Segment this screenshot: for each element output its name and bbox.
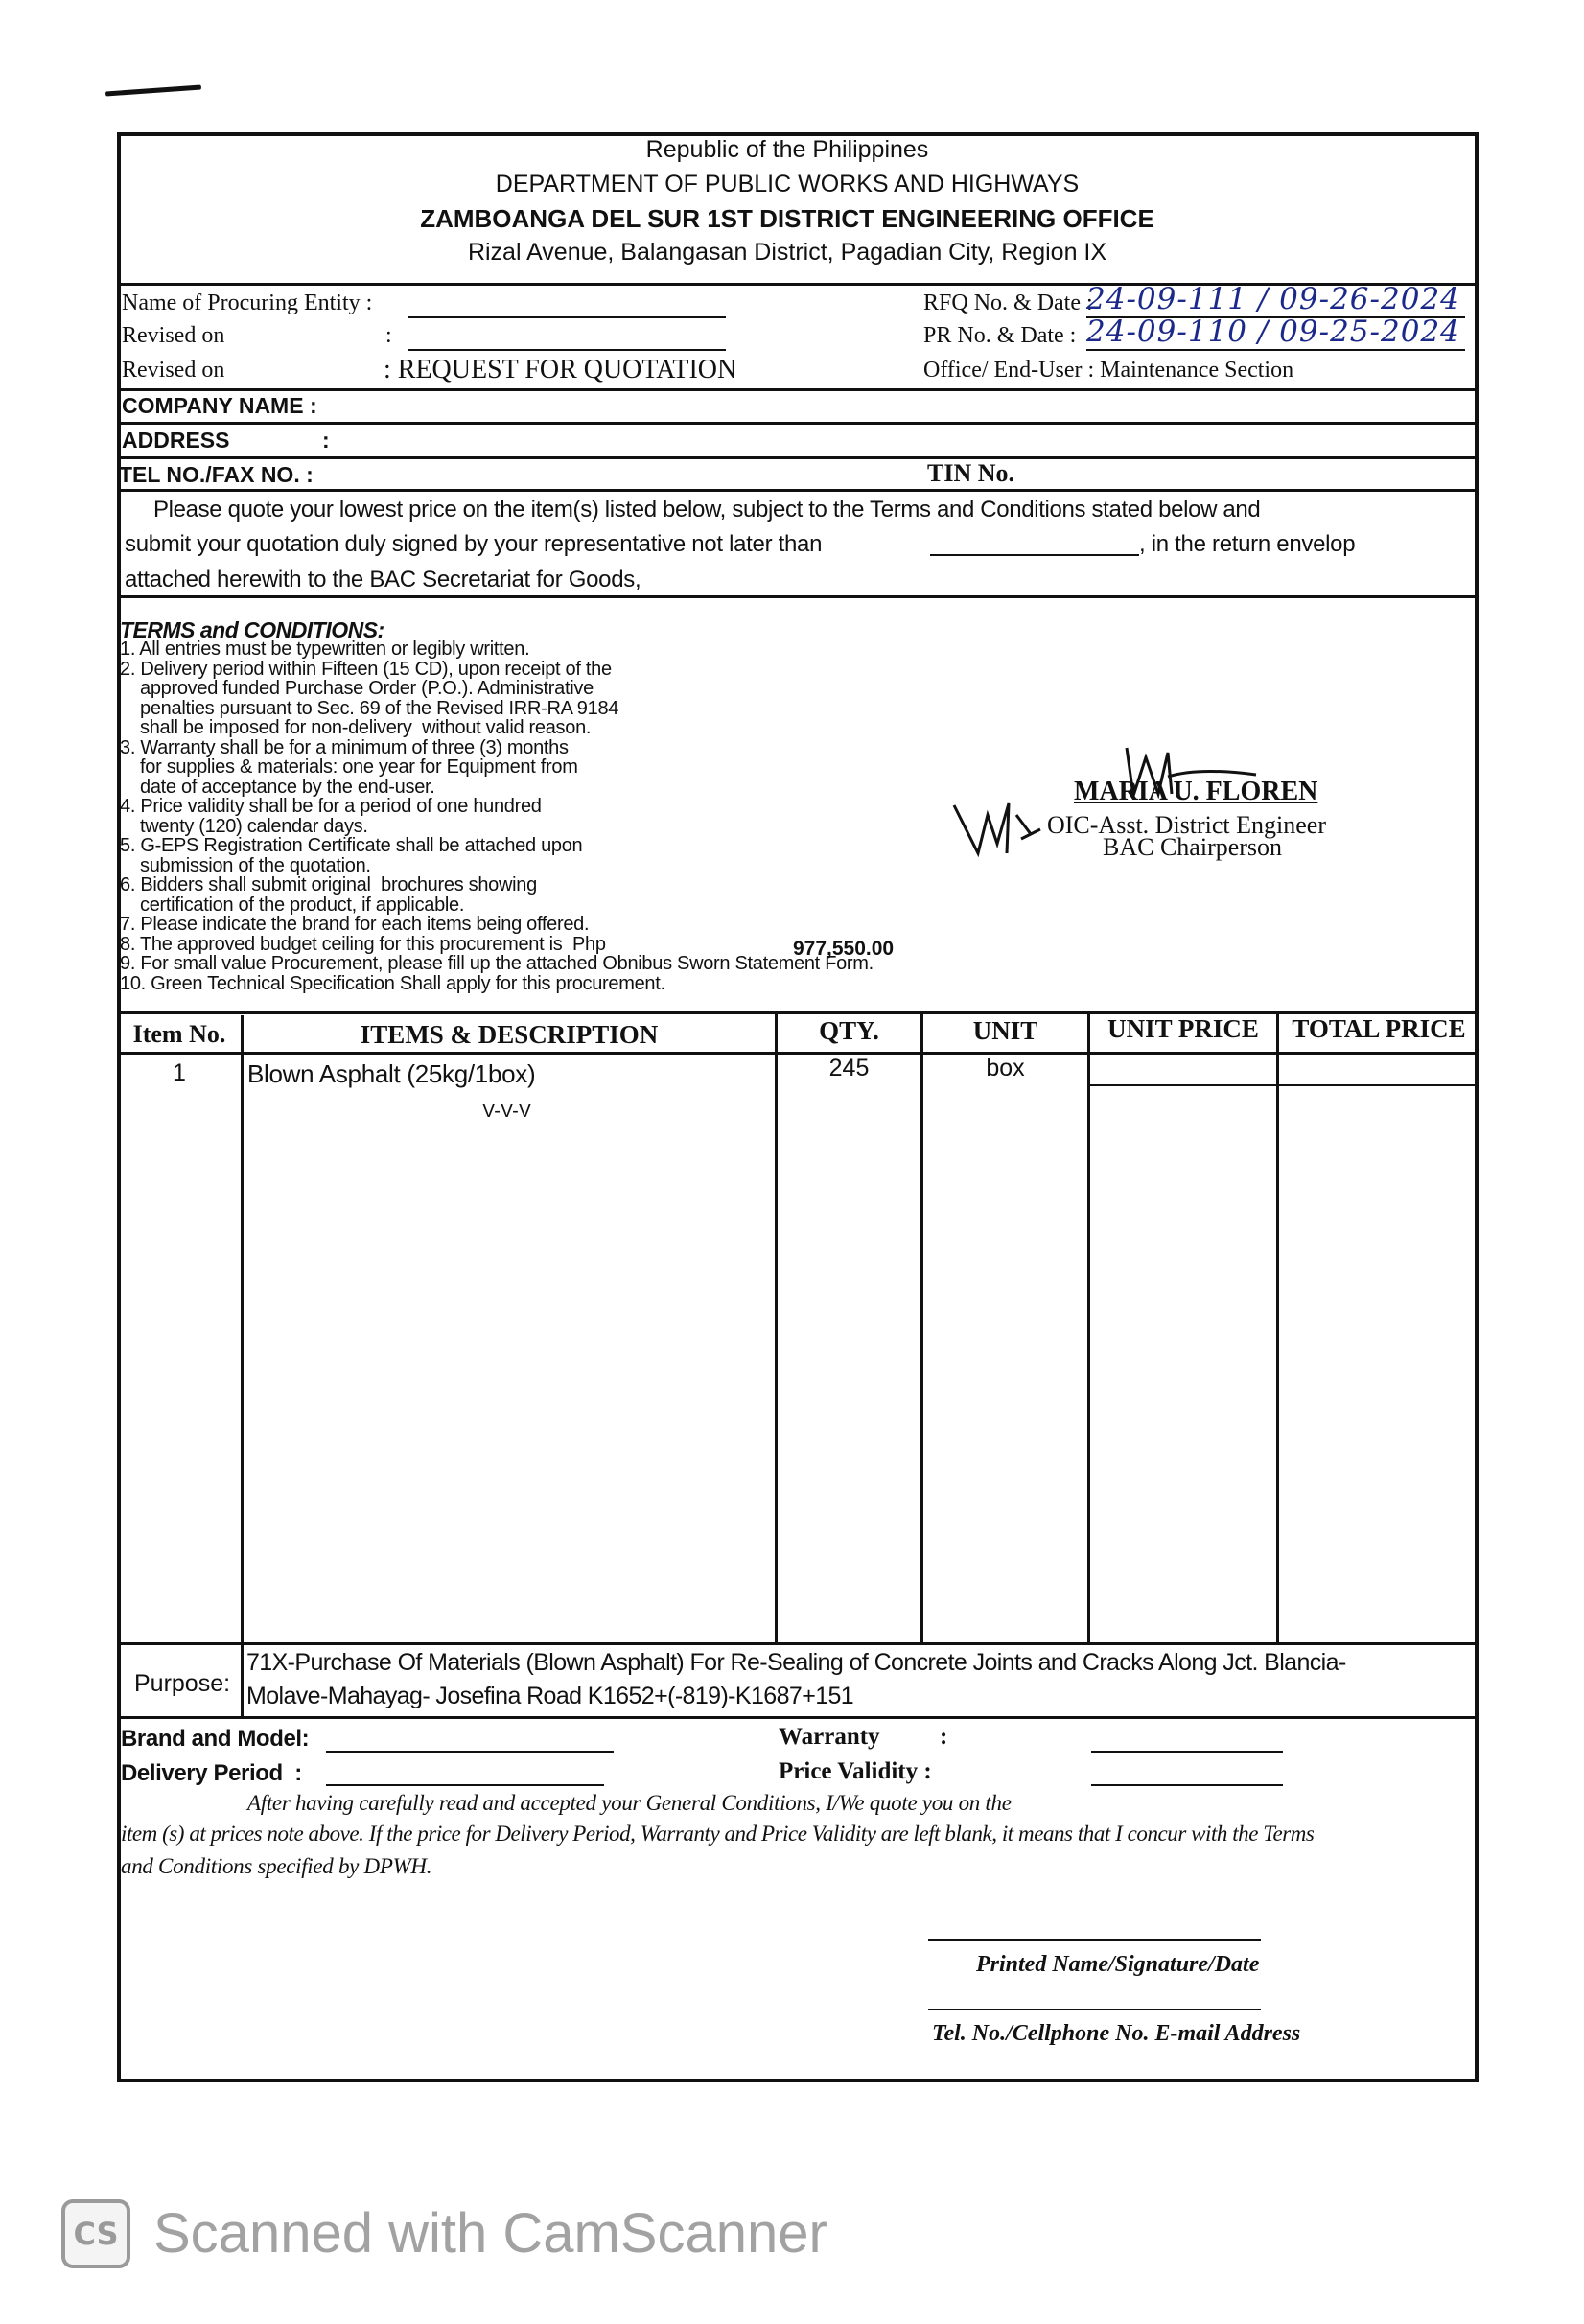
instructions-line-3: attached herewith to the BAC Secretariat for Goods, <box>125 567 641 593</box>
term-line: 4. Price validity shall be for a period of one hundred <box>120 796 542 817</box>
revised-on-colon: : <box>385 323 392 348</box>
divider <box>117 456 1479 459</box>
col-divider <box>1087 1011 1090 1644</box>
term-line: 1. All entries must be typewritten or legibly written. <box>120 639 530 660</box>
warranty-label: Warranty <box>779 1724 880 1750</box>
printed-name-signature-line[interactable] <box>928 1939 1261 1941</box>
header-republic: Republic of the Philippines <box>645 136 929 163</box>
divider <box>117 1642 1479 1645</box>
row-description: Blown Asphalt (25kg/1box) <box>247 1059 536 1088</box>
col-divider <box>241 1015 244 1644</box>
term-line: certification of the product, if applicable. <box>120 894 465 916</box>
term-line: twenty (120) calendar days. <box>120 815 368 837</box>
col-divider <box>920 1011 923 1644</box>
pr-underline <box>1086 349 1465 351</box>
term-line: shall be imposed for non-delivery without valid reason. <box>120 717 592 738</box>
price-row-line <box>1087 1084 1479 1086</box>
term-line: 6. Bidders shall submit original brochures showing <box>120 874 537 895</box>
header-office: ZAMBOANGA DEL SUR 1ST DISTRICT ENGINEERING OFFICE <box>420 204 1154 233</box>
row-qty: 245 <box>828 1055 870 1081</box>
procuring-entity-field[interactable] <box>408 316 726 318</box>
delivery-period-label: Delivery Period : <box>121 1760 302 1786</box>
th-qty: QTY. <box>819 1016 879 1045</box>
header-address: Rizal Avenue, Balangasan District, Pagadian City, Region IX <box>467 239 1107 266</box>
term-line: 7. Please indicate the brand for each items being offered. <box>120 914 590 935</box>
tin-label: TIN No. <box>927 459 1015 487</box>
statement-line-3: and Conditions specified by DPWH. <box>121 1854 432 1878</box>
th-unit-price: UNIT PRICE <box>1107 1014 1259 1043</box>
revised-on-field[interactable] <box>408 349 726 351</box>
term-line: 9. For small value Procurement, please fill up the attached Obnibus Sworn Statement Form. <box>120 953 874 974</box>
term-line: 8. The approved budget ceiling for this procurement is Php <box>120 933 606 955</box>
th-description: ITEMS & DESCRIPTION <box>360 1020 659 1049</box>
purpose-label: Purpose: <box>134 1670 231 1697</box>
row-unit-price[interactable] <box>1090 1055 1276 1083</box>
row-unit: box <box>986 1055 1025 1081</box>
th-unit: UNIT <box>972 1016 1038 1045</box>
company-name-label: COMPANY NAME : <box>122 393 317 418</box>
divider <box>117 595 1479 598</box>
term-line: approved funded Purchase Order (P.O.). Administrative <box>120 678 594 699</box>
term-line: 3. Warranty shall be for a minimum of three (3) months <box>120 736 569 758</box>
tel-fax-label: TEL NO./FAX NO. : <box>119 462 314 487</box>
office-end-user: Office/ End-User : Maintenance Section <box>923 358 1294 383</box>
revised-on-label-2: Revised on <box>122 358 225 383</box>
rfq-form-border <box>117 132 1479 2082</box>
rfq-label: RFQ No. & Date : <box>923 290 1093 315</box>
contact-line[interactable] <box>928 2009 1261 2010</box>
revised-on-label-1: Revised on <box>122 323 225 348</box>
address-colon: : <box>322 428 330 453</box>
contact-label: Tel. No./Cellphone No. E-mail Address <box>932 2021 1301 2046</box>
address-label: ADDRESS <box>122 428 230 453</box>
header-department: DEPARTMENT OF PUBLIC WORKS AND HIGHWAYS <box>495 171 1080 198</box>
warranty-colon: : <box>940 1724 948 1750</box>
instructions-line-1: Please quote your lowest price on the item(s) listed below, subject to the Terms and Conditions stated below and <box>153 497 1261 523</box>
deadline-field[interactable] <box>930 554 1139 556</box>
rfq-value: 24-09-111 / 09-26-2024 <box>1086 282 1460 316</box>
brand-model-field[interactable] <box>326 1751 614 1753</box>
printed-name-label: Printed Name/Signature/Date <box>976 1952 1260 1977</box>
terms-list <box>120 639 1060 993</box>
pr-value: 24-09-110 / 09-25-2024 <box>1086 314 1460 349</box>
statement-line-2: item (s) at prices note above. If the price for Delivery Period, Warranty and Price Validity are left blank, it means that I concur with the Terms <box>121 1822 1315 1846</box>
camscanner-watermark: Scanned with CamScanner <box>153 2202 827 2265</box>
term-line: 10. Green Technical Specification Shall apply for this procurement. <box>120 972 665 994</box>
row-item-no: 1 <box>173 1059 186 1086</box>
term-line: 5. G-EPS Registration Certificate shall be attached upon <box>120 835 583 856</box>
price-validity-label: Price Validity : <box>779 1758 932 1784</box>
term-line: for supplies & materials: one year for Equipment from <box>120 756 578 778</box>
row-total-price[interactable] <box>1279 1055 1479 1083</box>
end-of-items-mark: V-V-V <box>482 1101 532 1122</box>
divider <box>117 422 1479 425</box>
term-line: 2. Delivery period within Fifteen (15 CD), upon receipt of the <box>120 658 612 680</box>
term-line: date of acceptance by the end-user. <box>120 776 435 798</box>
divider <box>117 1716 1479 1719</box>
col-divider <box>1276 1011 1279 1644</box>
th-item-no: Item No. <box>132 1020 226 1048</box>
camscanner-icon-text: CS <box>73 2216 119 2252</box>
delivery-period-field[interactable] <box>326 1784 604 1786</box>
signatory-title: OIC-Asst. District Engineer <box>1047 811 1327 839</box>
divider <box>117 489 1479 492</box>
signatory-name: MARIA U. FLOREN <box>1074 777 1318 806</box>
purpose-line-1: 71X-Purchase Of Materials (Blown Asphalt) For Re-Sealing of Concrete Joints and Cracks Along Jct. Blancia- <box>246 1649 1346 1676</box>
signature-initials <box>949 786 1055 863</box>
instructions-line-2b: , in the return envelop <box>1139 531 1356 557</box>
scan-mark <box>105 85 201 97</box>
divider <box>117 388 1479 391</box>
col-divider <box>775 1011 778 1644</box>
th-total-price: TOTAL PRICE <box>1292 1014 1466 1043</box>
budget-amount: 977,550.00 <box>793 938 895 960</box>
term-line: submission of the quotation. <box>120 854 371 876</box>
instructions-line-2a: submit your quotation duly signed by your representative not later than <box>125 531 823 557</box>
terms-title: TERMS and CONDITIONS: <box>120 617 384 642</box>
procuring-entity-label: Name of Procuring Entity : <box>122 290 373 315</box>
price-validity-field[interactable] <box>1091 1784 1283 1786</box>
term-line: penalties pursuant to Sec. 69 of the Revised IRR-RA 9184 <box>120 697 619 719</box>
camscanner-icon <box>61 2199 130 2268</box>
purpose-line-2: Molave-Mahayag- Josefina Road K1652+(-819)-K1687+151 <box>246 1683 854 1709</box>
warranty-field[interactable] <box>1091 1751 1283 1753</box>
pr-label: PR No. & Date : <box>923 323 1077 348</box>
signatory-role: BAC Chairperson <box>1103 833 1283 861</box>
statement-line-1: After having carefully read and accepted your General Conditions, I/We quote you on the <box>247 1791 1012 1815</box>
brand-model-label: Brand and Model: <box>121 1726 310 1752</box>
purpose-divider <box>241 1642 244 1716</box>
form-title: : REQUEST FOR QUOTATION <box>384 355 737 384</box>
